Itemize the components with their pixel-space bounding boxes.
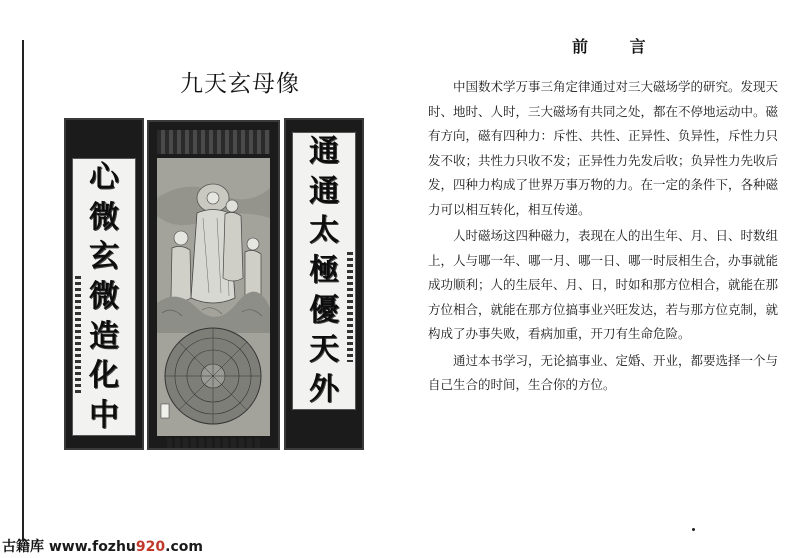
painting-caption-seal [167,438,260,448]
calligraphy-char: 心 [89,159,119,195]
site-watermark [2,536,203,556]
small-inscription [75,276,81,396]
calligraphy-char: 微 [89,199,119,235]
calligraphy-char: 中 [89,398,119,434]
right-couplet-paper [292,132,356,410]
paragraph: 通过本书学习，无论搞事业、定婚、开业，都要选择一个与自己生合的时间，生合你的方位。 [428,352,779,392]
calligraphy-char: 外 [309,372,339,408]
deity-illustration-icon [157,158,270,436]
paragraph: 人时磁场这四种磁力，表现在人的出生年、月、日、时数组上，人与哪一年、哪一月、哪一日、哪一时辰相生合，办事就能成功顺利；人的生辰年、月、日，时如和那方位相合，就能在那方位相合，就能在那方位搞事业兴旺发达，若与那方位克制，就构成了办事失败，看病加重，开刀有生命危险。 [428,228,779,341]
calligraphy-char: 通 [309,133,339,169]
calligraphy-char: 極 [309,252,339,288]
calligraphy-char: 優 [309,292,339,328]
right-couplet-scroll [284,118,364,450]
watermark-url-number: 920 [135,539,166,555]
deity-painting-scroll [147,120,280,450]
calligraphy-char: 微 [89,278,119,314]
calligraphy-char: 玄 [89,239,119,275]
small-inscription [347,252,353,362]
painting-canvas [157,158,270,436]
left-couplet-scroll [64,118,144,450]
left-page [30,0,400,558]
calligraphy-char: 通 [309,173,339,209]
paragraph: 中国数术学万事三角定律通过对三大磁场学的研究。发现天时、地时、人时，三大磁场有共同之处，都在不停地运动中。磁有方向，磁有四种力：斥性、共性、正异性、负异性，斥性力只发不收；共性力只收不发；正异性力先发后收；负异性力先收后发，四种力构成了世界万事万物的力。在一定的条件下，各种磁力可以相互转化，相互传递。 [428,79,779,217]
painting-top-border [157,130,270,154]
left-couplet-text [72,158,136,436]
section-heading: 前 言 [572,37,664,56]
watermark-site-name: 古籍库 [2,539,44,555]
scan-speck [692,528,695,531]
calligraphy-char: 太 [309,213,339,249]
page-title: 九天玄母像 [180,71,300,97]
preface-body [428,75,778,400]
right-page [400,0,793,558]
left-couplet-paper [72,158,136,436]
calligraphy-char: 造 [89,318,119,354]
book-spine [22,40,24,540]
calligraphy-char: 天 [309,332,339,368]
watermark-url-prefix: www.fozhu [48,539,136,555]
calligraphy-char: 化 [89,358,119,394]
watermark-url-suffix: .com [165,539,203,555]
